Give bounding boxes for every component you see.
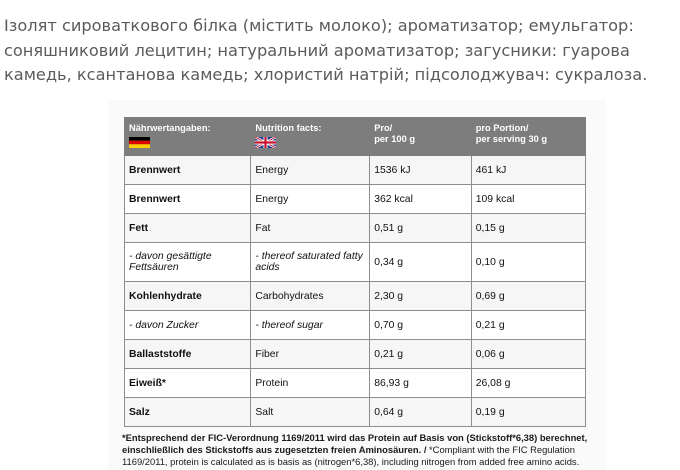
row-de-label: - davon Zucker [125,311,251,340]
row-en-label: Fiber [251,340,370,369]
nutrition-label-image [108,100,606,470]
row-en-label: Fat [251,214,370,243]
row-de-label: Kohlenhydrate [125,282,251,311]
table-row [125,156,586,185]
header-portion-line2: per serving 30 g [475,134,548,144]
table-row [125,185,586,214]
row-en-label: - thereof saturated fatty acids [251,243,370,282]
header-per100 [370,118,472,156]
header-de [125,118,251,156]
header-per100-line2: per 100 g [374,134,416,144]
nutrition-table [124,117,586,427]
row-per100-value: 0,51 g [370,214,472,243]
row-portion-value: 0,06 g [471,340,585,369]
row-en-label: Energy [251,185,370,214]
table-row [125,340,586,369]
row-en-label: Salt [251,398,370,427]
row-de-label: Ballaststoffe [125,340,251,369]
table-row [125,311,586,340]
footnote-de: *Entsprechend der FIC-Verordnung 1169/2011 wird das Protein auf Basis von (Stickstoff*6,38) berechnet, einschließlich des Stickstoffs aus zugesetzten freien Aminosäuren. / [122,432,588,456]
row-per100-value: 1536 kJ [370,156,472,185]
row-per100-value: 86,93 g [370,369,472,398]
row-de-label: Eiweiß* [125,369,251,398]
row-per100-value: 0,70 g [370,311,472,340]
row-de-label: Salz [125,398,251,427]
row-de-label: - davon gesättigte Fettsäuren [125,243,251,282]
table-row [125,398,586,427]
header-portion [471,118,585,156]
header-en [251,118,370,156]
row-per100-value: 2,30 g [370,282,472,311]
row-de-label: Fett [125,214,251,243]
german-flag-icon [129,137,150,148]
row-de-label: Brennwert [125,156,251,185]
row-portion-value: 0,21 g [471,311,585,340]
row-per100-value: 0,64 g [370,398,472,427]
ingredients-text: Ізолят сироваткового білка (містить молоко); ароматизатор; емульгатор: соняшниковий лецитин; натуральний ароматизатор; загусники: гуарова камедь, ксантанова камедь; хлористий натрій; підсолоджувач: сукралоза. [4,16,648,84]
table-row [125,214,586,243]
row-en-label: Protein [251,369,370,398]
header-de-label: Nährwertangaben: [129,123,211,133]
table-row [125,282,586,311]
footnote-en: *Compliant with the FIC Regulation 1169/2011, protein is calculated as is basis as (nitrogen*6,38), including nitrogen from added free amino acids. [122,444,580,468]
header-en-label: Nutrition facts: [255,123,322,133]
row-portion-value: 0,15 g [471,214,585,243]
row-per100-value: 0,21 g [370,340,472,369]
row-portion-value: 0,19 g [471,398,585,427]
footnote [122,432,596,469]
header-portion-line1: pro Portion/ [475,123,529,133]
row-portion-value: 461 kJ [471,156,585,185]
header-per100-line1: Pro/ [374,123,393,133]
table-header-row [125,118,586,156]
table-row [125,243,586,282]
row-per100-value: 362 kcal [370,185,472,214]
row-en-label: - thereof sugar [251,311,370,340]
row-portion-value: 109 kcal [471,185,585,214]
row-de-label: Brennwert [125,185,251,214]
row-per100-value: 0,34 g [370,243,472,282]
row-en-label: Carbohydrates [251,282,370,311]
row-en-label: Energy [251,156,370,185]
row-portion-value: 0,69 g [471,282,585,311]
uk-flag-icon [255,137,276,148]
row-portion-value: 0,10 g [471,243,585,282]
table-row [125,369,586,398]
row-portion-value: 26,08 g [471,369,585,398]
